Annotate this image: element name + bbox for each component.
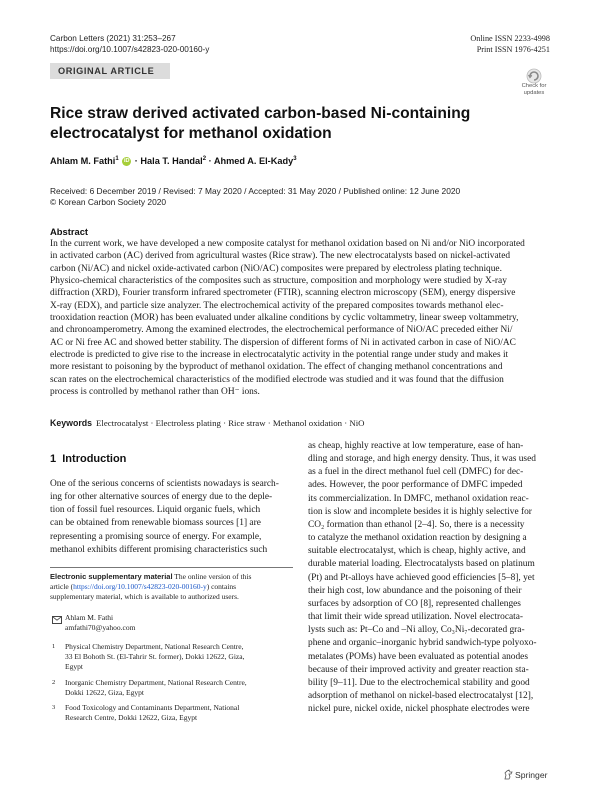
- body-line: representing a promising source of energy. For example,: [50, 531, 262, 542]
- body-line: ing for other alternative sources of energy due to the deple-: [50, 492, 273, 503]
- affiliation-line: Research Centre, Dokki 12622, Giza, Egypt: [65, 713, 198, 722]
- body-line: CO₂ formation than ethanol [2–4]. So, there is a necessity: [308, 519, 525, 530]
- section-heading: [50, 453, 126, 465]
- article-type: ORIGINAL ARTICLE: [58, 66, 155, 76]
- author-name[interactable]: Ahlam M. Fathi: [50, 156, 116, 167]
- doi-link[interactable]: https://doi.org/10.1007/s42823-020-00160-y: [50, 45, 210, 54]
- affiliation-3: [52, 703, 292, 723]
- author-name[interactable]: Hala T. Handal: [140, 156, 203, 167]
- section-number: 1: [50, 453, 57, 465]
- body-line: because of their improved activity and greater reaction sta-: [308, 664, 529, 675]
- affiliation-line: 33 El Bohoth St. (El-Tahrir St. former), Dokki 12622, Giza,: [65, 652, 245, 661]
- affiliation-1: [52, 642, 292, 672]
- publisher-name: Springer: [515, 770, 548, 780]
- keywords-text: Electrocatalyst · Electroless plating · Rice straw · Methanol oxidation · NiO: [96, 418, 365, 428]
- keywords-label: Keywords: [50, 418, 93, 428]
- springer-horse-icon: [503, 769, 514, 780]
- correspondence-name: Ahlam M. Fathi: [65, 613, 114, 622]
- body-line: methanol exhibits different promising characteristics such: [50, 544, 268, 555]
- body-line: nickel pure, nickel oxide, nickel phosphate electrodes were: [308, 704, 530, 715]
- abstract-line: carbon (Ni/AC) and nickel oxide-activated carbon (NiO/AC) composites were prepared by electroless plating technique.: [50, 263, 502, 274]
- intro-column-right: [308, 440, 550, 716]
- body-line: lysts such as: Pt–Co and –Ni alloy, Co₃Ni₇-decorated gra-: [308, 625, 525, 636]
- abstract-line: trooxidation reaction (MOR) has been evaluated under alkaline conditions by cyclic voltammetry, linear sweep voltammetry,: [50, 313, 519, 324]
- footnote-divider: [50, 567, 293, 568]
- affiliation-2: [52, 678, 292, 698]
- author-affiliation-sup: 1: [115, 156, 119, 162]
- correspondence: [65, 613, 135, 633]
- body-line: surfaces by adsorption of CO [8], represented challenges: [308, 598, 521, 609]
- esm-text4: supplementary material, which is available to authorized users.: [50, 592, 239, 601]
- abstract-line: electrode is predicted to give rise to the increase in electrocatalytic activity in the potential range under study and makes it: [50, 350, 509, 361]
- abstract-line: AC or Ni free AC and showed better stability. The dispersion of different forms of Ni in activated carbon in case of NiO/AC: [50, 337, 516, 348]
- abstract-line: process is controlled by methanol rather than OH⁻ ions.: [50, 387, 260, 398]
- affiliation-line: Dokki 12622, Giza, Egypt: [65, 688, 144, 697]
- body-line: to catalyze the methanol oxidation reaction by designing a: [308, 533, 527, 544]
- abstract-line: scan rates on the electrochemical characteristics of the modified electrode was studied and it was found that the diffusion: [50, 374, 504, 385]
- esm-text2: article (: [50, 582, 74, 591]
- correspondence-email[interactable]: amfathi70@yahoo.com: [65, 623, 136, 632]
- article-dates: [50, 186, 460, 208]
- check-updates-line1: Check for: [521, 83, 547, 89]
- body-line: adsorption of methanol on nickel-based electrocatalyst [12],: [308, 690, 534, 701]
- body-line: metalates (POMs) have been evaluated as potential anodes: [308, 651, 528, 662]
- esm-text3: ) contains: [206, 582, 237, 591]
- section-title: Introduction: [62, 453, 127, 465]
- body-line: tion of fossil fuel resources. Liquid organic fuels, which: [50, 505, 261, 516]
- check-for-updates-label[interactable]: [515, 83, 553, 96]
- affiliation-number: 3: [52, 704, 56, 711]
- body-line: suitable electrocatalyst, which is cheap, highly active, and: [308, 546, 526, 557]
- abstract-line: and chronoamperometry. Among the examined electrodes, the electrochemical performance of NiO/AC preceded either Ni/: [50, 325, 513, 336]
- body-line: bility [9–11]. Due to the electrochemical stability and good: [308, 677, 530, 688]
- affiliation-line: Egypt: [65, 662, 83, 671]
- affiliation-number: 2: [52, 679, 56, 686]
- intro-column-left: [50, 478, 293, 557]
- copyright: © Korean Carbon Society 2020: [50, 197, 167, 207]
- affiliation-line: Physical Chemistry Department, National Research Centre,: [65, 642, 244, 651]
- author-name[interactable]: Ahmed A. El-Kady: [213, 156, 294, 167]
- body-line: that limit their wide spread utilization. Novel electrocata-: [308, 612, 524, 623]
- check-updates-line2: updates: [523, 89, 545, 96]
- print-issn: Print ISSN 1976-4251: [476, 45, 550, 54]
- esm-link[interactable]: https://doi.org/10.1007/s42823-020-00160-y: [73, 582, 207, 591]
- body-line: (Pt) and Pt-alloys have achieved good efficiencies [5–8], yet: [308, 572, 535, 583]
- journal-citation: Carbon Letters (2021) 31:253–267: [50, 34, 176, 43]
- author-affiliation-sup: 3: [293, 156, 297, 162]
- abstract-line: X-ray (EDX), and particle size analyzer. The electrochemical activity of the prepared composites towards methanol elec-: [50, 300, 504, 311]
- esm-note: [50, 572, 293, 602]
- body-line: phene and organic–inorganic hybrid sandwich-type polyoxo-: [308, 638, 537, 649]
- body-line: can be obtained from renewable biomass sources [1] are: [50, 518, 261, 529]
- keywords: [50, 418, 365, 428]
- author-affiliation-sup: 2: [202, 156, 207, 162]
- esm-text1: The online version of this: [174, 572, 252, 581]
- abstract-body: [50, 238, 550, 398]
- history-dates: Received: 6 December 2019 / Revised: 7 May 2020 / Accepted: 31 May 2020 / Published online: 12 June 2020: [50, 186, 461, 196]
- abstract-line: in activated carbon (AC) derived from agricultural wastes (Rice straw). The new electrocatalysts based on nickel-activated: [50, 251, 511, 262]
- orcid-icon[interactable]: iD: [124, 158, 130, 165]
- body-line: its commercialization. In DMFC, methanol oxidation reac-: [308, 493, 529, 504]
- body-line: as cheap, highly reactive at low temperature, ease of han-: [308, 441, 524, 451]
- abstract-line: Physico-chemical characteristics of the composites such as structure, composition and morphology were studied by X-ray: [50, 276, 507, 287]
- body-line: as a fuel in the direct methanol fuel cell (DMFC) for dec-: [308, 467, 524, 478]
- abstract-line: more resistant to poisoning by the byproduct of methanol oxidation. The effect of changing methanol concentrations and: [50, 362, 503, 373]
- author-list: Ahlam M. Fathi$^1$ iD · Hala T. Handal$^2$ · Ahmed A. El-Kady$^3$: [50, 156, 297, 167]
- affiliation-number: 1: [52, 643, 56, 650]
- body-line: dling and storage, and high energy density. Thus, it was used: [308, 454, 536, 465]
- body-line: their high cost, low abundance and the poisoning of their: [308, 585, 522, 596]
- body-line: durable material loading. Electrocatalysts based on platinum: [308, 559, 535, 570]
- envelope-icon: [52, 616, 62, 624]
- esm-label: Electronic supplementary material: [50, 572, 173, 581]
- body-line: One of the serious concerns of scientists nowadays is search-: [50, 479, 279, 489]
- article-title: Rice straw derived activated carbon-based Ni-containing electrocatalyst for methanol oxidation: [50, 105, 471, 142]
- online-issn: Online ISSN 2233-4998: [470, 34, 550, 43]
- affiliation-line: Inorganic Chemistry Department, National Research Centre,: [65, 678, 247, 687]
- body-line: ades. However, the poor performance of DMFC impeded: [308, 480, 523, 491]
- abstract-line: In the current work, we have developed a new composite catalyst for methanol oxidation based on Ni and/or NiO incorporated: [50, 239, 525, 249]
- body-line: tion is slow and incomplete besides it is highly selective for: [308, 506, 532, 517]
- affiliation-line: Food Toxicology and Contaminants Department, National: [65, 703, 240, 712]
- abstract-line: diffraction (XRD), Fourier transform infrared spectrometer (FTIR), scanning electron microscopy (SEM), energy dispersive: [50, 288, 516, 299]
- abstract-heading: Abstract: [50, 226, 89, 237]
